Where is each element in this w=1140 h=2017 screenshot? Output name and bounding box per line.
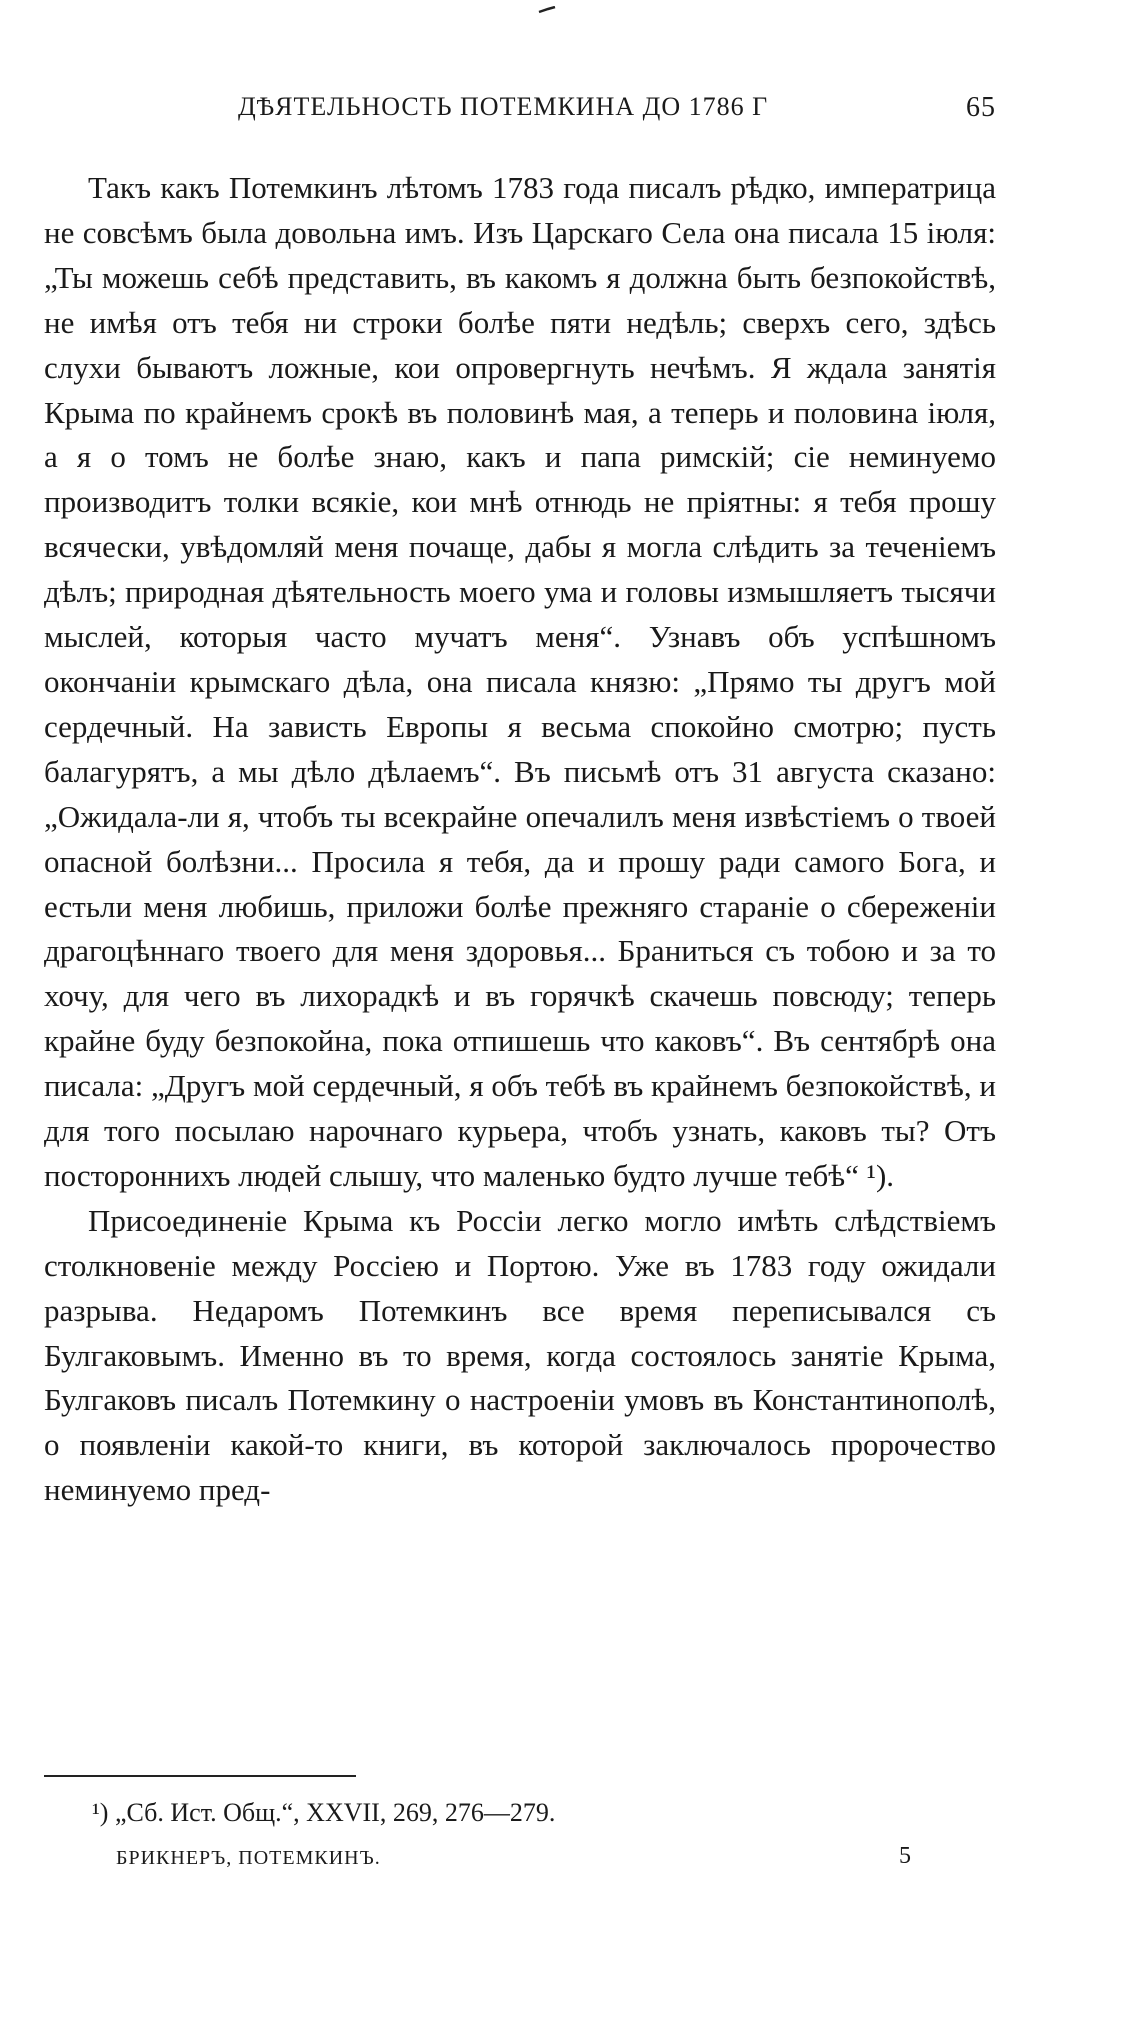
header-title: ДѢЯТЕЛЬНОСТЬ ПОТЕМКИНА ДО 1786 Г (238, 92, 769, 121)
signature-mark-text: БРИКНЕРЪ, ПОТЕМКИНЪ. (116, 1847, 381, 1869)
paragraph: Такъ какъ Потемкинъ лѣтомъ 1783 года писалъ рѣдко, императрица не совсѣмъ была довольна имъ. Изъ Царскаго Села она писала 15 іюля: „Ты можешь себѣ представить, въ какомъ я должна быть безпокойствѣ, не имѣя отъ тебя ни строки болѣе пяти недѣль; сверхъ сего, здѣсь слухи бываютъ ложные, кои опровергнуть нечѣмъ. Я ждала занятія Крыма по крайнемъ срокѣ въ половинѣ мая, а теперь и половина іюля, а я о томъ не болѣе знаю, какъ и папа римскій; сіе неминуемо производитъ толки всякіе, кои мнѣ отнюдь не пріятны: я тебя прошу всячески, увѣдомляй меня почаще, дабы я могла слѣдить за теченіемъ дѣлъ; природная дѣятельность моего ума и головы измышляетъ тысячи мыслей, которыя часто мучатъ меня“. Узнавъ объ успѣшномъ окончаніи крымскаго дѣла, она писала князю: „Прямо ты другъ мой сердечный. На зависть Европы я весьма спокойно смотрю; пусть балагурятъ, а мы дѣло дѣлаемъ“. Въ письмѣ отъ 31 августа сказано: „Ожидала-ли я, чтобъ ты всекрайне опечалилъ меня извѣстіемъ о твоей опасной болѣзни... Просила я тебя, да и прошу ради самого Бога, и естьли меня любишь, приложи болѣе прежняго стараніе о сбереженіи драгоцѣннаго твоего для меня здоровья... Браниться съ тобою и за то хочу, для чего въ лихорадкѣ и въ горячкѣ скачешь повсюду; теперь крайне буду безпокойна, пока отпишешь что каковъ“. Въ сентябрѣ она писала: „Другъ мой сердечный, я объ тебѣ въ крайнемъ безпокойствѣ, и для того посылаю нарочнаго курьера, чтобъ узнать, каковъ ты? Отъ постороннихъ людей слышу, что маленько будто лучше тебѣ“ ¹). (44, 170, 996, 1193)
body-text (44, 166, 996, 1513)
footnote: ¹) „Сб. Ист. Общ.“, XXVII, 269, 276—279. (92, 1798, 556, 1827)
signature-number: 5 (899, 1843, 911, 1869)
running-header (44, 92, 996, 132)
page-number: 65 (966, 92, 996, 123)
footnote-rule (44, 1775, 356, 1777)
ink-mark (538, 6, 556, 14)
paragraph: Присоединеніе Крыма къ Россіи легко могло имѣть слѣдствіемъ столкновеніе между Россіею и Портою. Уже въ 1783 году ожидали разрыва. Недаромъ Потемкинъ все время переписывался съ Булгаковымъ. Именно въ то время, когда состоялось занятіе Крыма, Булгаковъ писалъ Потемкину о настроеніи умовъ въ Константинополѣ, о появленіи какой-то книги, въ которой заключалось пророчество неминуемо пред- (44, 1202, 996, 1508)
